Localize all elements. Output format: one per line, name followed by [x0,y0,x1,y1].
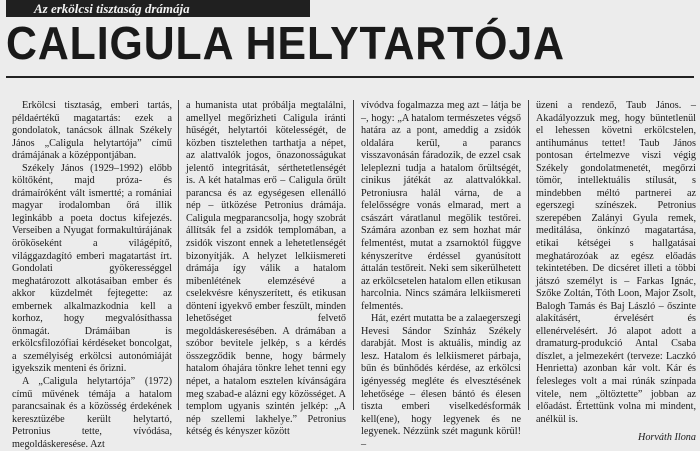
paragraph: üzeni a rendező, Taub János. – Akadályozzuk meg, hogy büntetlenül el lehessen követni erkölcstelen, antihumánus tettet! Taub János pontosan értelmezve viszi végig Székely gondolatmenetét, megőrzi tömör, intellektuális stílusát, s mindebben méltó partnerei az egerszegi színészek. Petronius szerepében Zalányi Gyula remek, meditálása, önkínzó magatartása, etikai kétségei s hallgatásai meghatározóak az egész előadás tekintetében. De dicséret illeti a többi játszó személyt is – Farkas Ignác, Szőke Zoltán, Tóth Loon, Major Zsolt, Balogh Tamás és Baj László – őszinte alakításért, érvelésért és ellenérvelésért. Jó alapot adott a dramaturg-produkció Antal Csaba díszlet, a jelmezekért (terveze: Laczkó Henrietta) azonban kár volt. Kár és felesleges volt a mai rúnák színpada vitele, nem „öltöztette” jobban az előadást. Értettünk volna mi mindent, anélkül is. [536,100,696,425]
article-column-3 [361,100,521,450]
article-headline: CALIGULA HELYTARTÓJA [6,17,565,69]
headline-rule [6,76,694,78]
article-column-4 [536,100,696,444]
paragraph: Erkölcsi tisztaság, emberi tartás, példaértékű magatartás: ezek a gondolatok, tanácsok állnak Székely János „Caligula helytartója” című drámájának a középpontjában. [12,100,172,162]
column-divider [528,100,529,410]
article-column-2 [186,100,346,438]
article-column-1 [12,100,172,450]
article-body [6,100,696,450]
column-divider [353,100,354,410]
paragraph: a humanista utat próbálja megtalálni, amellyel megőrizheti Caligula iránti hűségét, helytartói kötelességét, de közben tisztelethen tarthatja a népet, az alattvalók jogos, önazonosságukat jelentő integritását, sérthetetlenségét is. A két hatalmas erő – Caligula őrült parancsa és az egységesen ellenálló nép – ütközése Petronius drámája. Caligula megparancsolja, hogy szobrát állítsák fel a zsidók templomában, a zsidók viszont ennek a lehetetlenségét bizonyítják. A helyzet lelkiismereti drámája így válik a hatalom mibenlétének elemzésévé a cselekvésre kényszerített, és etikusan döntení igyekvő ember feszült, minden lehetőséget felvető megoldáskeresésében. A drámában a szóbor bevitele jelkép, s a kérdés összegződik benne, hogy bármely hatalom óhajára tönkre lehet tenni egy népet, a hatalom esztelen kívánságára meg szabad-e alázni egy közösséget. A templom ugyanis szintén jelkép: „A nép szellemi lakhelye.” Petronius kétség és kényszer között [186,100,346,438]
paragraph: Hát, ezért mutatta be a zalaegerszegi Hevesi Sándor Színház Székely darabját. Most is aktuális, mindig az lesz. Hatalom és lelkiismeret párbaja, bűn és bűnhődés kérdése, az erkölcsi igényesség megléte és elvesztésének lehetősége – élesen bántó és élesen tiszta emberi viselkedésformák kell(ene), hogy legyenek és ne legyenek. Nézzünk szét magunk körül! – [361,313,521,450]
column-divider [178,100,179,410]
paragraph: Székely János (1929–1992) előbb költőként, majd próza- és drámaíróként vált ismertté; a romániai magyar irodalomban őrá illik leginkább a poeta doctus kifejezés. Verseiben a Nyugat formakultúrájának örököseként a világépítő, világgazdagító emberi magatartást írt. Gondolati gyökerességgel meghatározott alkotásaiban ember és akkor küzdelmét fejtegette: az embernek alkalmazkodnia kell a korhoz, hogy megvalósíthassa önmagát. Drámáiban is erkölcsfilozófiai kérdéseket boncolgat, a személyiség erkölcsi autonómiáját igyekszik menteni és őrizni. [12,162,172,375]
paragraph: A „Caligula helytartója” (1972) című művének témája a hatalom parancsainak és a közösség érdekének keresztüzébe került helytartó, Petronius tette, vívódása, megoldáskeresése. Azt [12,376,172,450]
article-author: Horváth Ilona [637,432,696,444]
article-kicker: Az erkölcsi tisztaság drámája [6,0,310,17]
paragraph: vívódva fogalmazza meg azt – látja be –, hogy: „A hatalom természetes végső határa az a pont, ameddig a zsidók oldalára kerül, a parancs visszavonásán fáradozik, de ezzel csak leleplezni tudja a hatalom őrültségét, cinikus játékát az alattvalókkal. Petroniusra halál várna, de a felelősségre vonás elmarad, mert a császárt váratlanul megölik testőrei. Számára azonban ez sem hozhat már felmentést, mutat a zsarnoktól függve kényszerítve érdéssel gyanúsított áttalán testőreit. Neki sem sikerülhetett az erkölcsetelen hatalom ellen etikusan harcolnia. Nincs számára lelkiismereti felmentés. [361,100,521,312]
